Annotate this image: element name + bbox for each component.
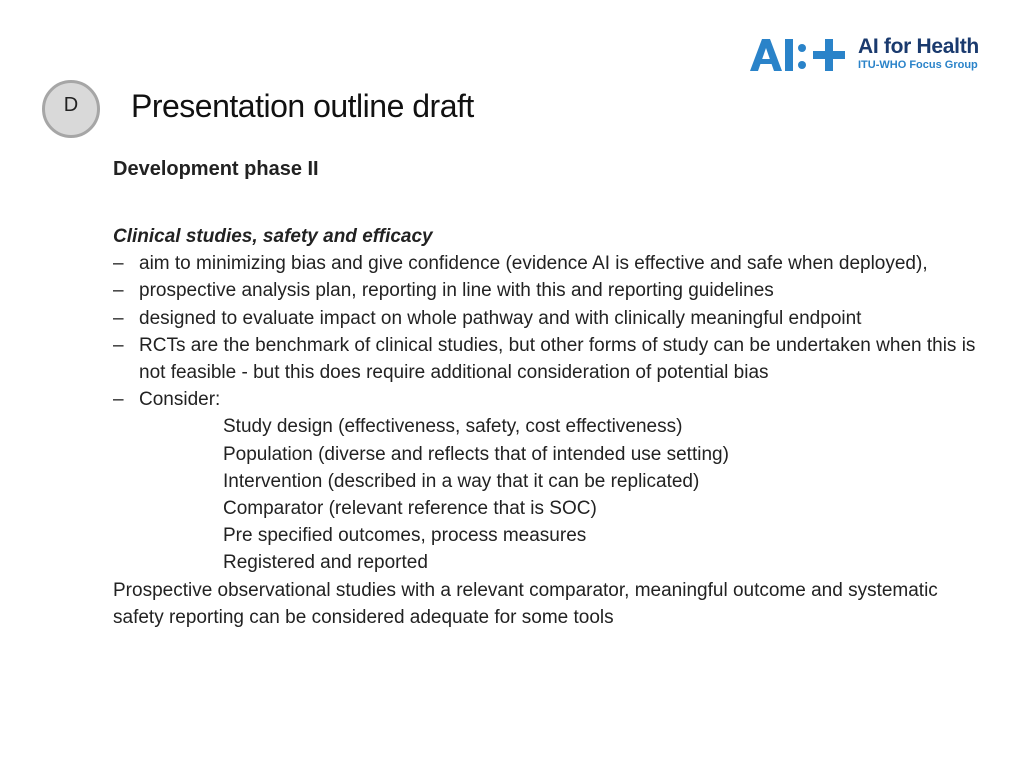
closing-paragraph: Prospective observational studies with a relevant comparator, meaningful outcome and systematic safety reporting can be considered adequate for some tools: [113, 579, 938, 628]
consider-item: Intervention (described in a way that it can be replicated): [223, 470, 700, 492]
section-badge: [42, 80, 100, 138]
consider-list: [113, 413, 993, 576]
ai-for-health-logo: [748, 35, 998, 75]
bullet-item: – aim to minimizing bias and give confidence (evidence AI is effective and safe when deployed),: [113, 250, 993, 277]
consider-item: Pre specified outcomes, process measures: [223, 525, 587, 547]
bullet-item: – RCTs are the benchmark of clinical studies, but other forms of study can be undertaken when this is not feasible - but this does require additional consideration of potential bias: [113, 332, 993, 386]
bullet-list: [113, 250, 993, 413]
page-title: Presentation outline draft: [131, 88, 474, 124]
logo-title: AI for Health: [858, 35, 979, 58]
section-badge-letter: D: [63, 93, 79, 116]
consider-item: Study design (effectiveness, safety, cost effectiveness): [223, 416, 683, 438]
consider-item: Comparator (relevant reference that is SOC): [223, 498, 597, 520]
ai-plus-logo-mark-icon: [748, 35, 850, 75]
bullet-item: – Consider:: [113, 386, 993, 413]
bullet-item: – designed to evaluate impact on whole pathway and with clinically meaningful endpoint: [113, 305, 993, 332]
slide-content: [113, 155, 993, 631]
logo-subtitle: ITU-WHO Focus Group: [858, 59, 978, 71]
slide-subtitle: Development phase II: [113, 158, 319, 180]
section-heading: Clinical studies, safety and efficacy: [113, 226, 433, 247]
consider-item: Population (diverse and reflects that of intended use setting): [223, 443, 729, 465]
consider-item: Registered and reported: [223, 552, 428, 574]
bullet-item: – prospective analysis plan, reporting in line with this and reporting guidelines: [113, 277, 993, 304]
